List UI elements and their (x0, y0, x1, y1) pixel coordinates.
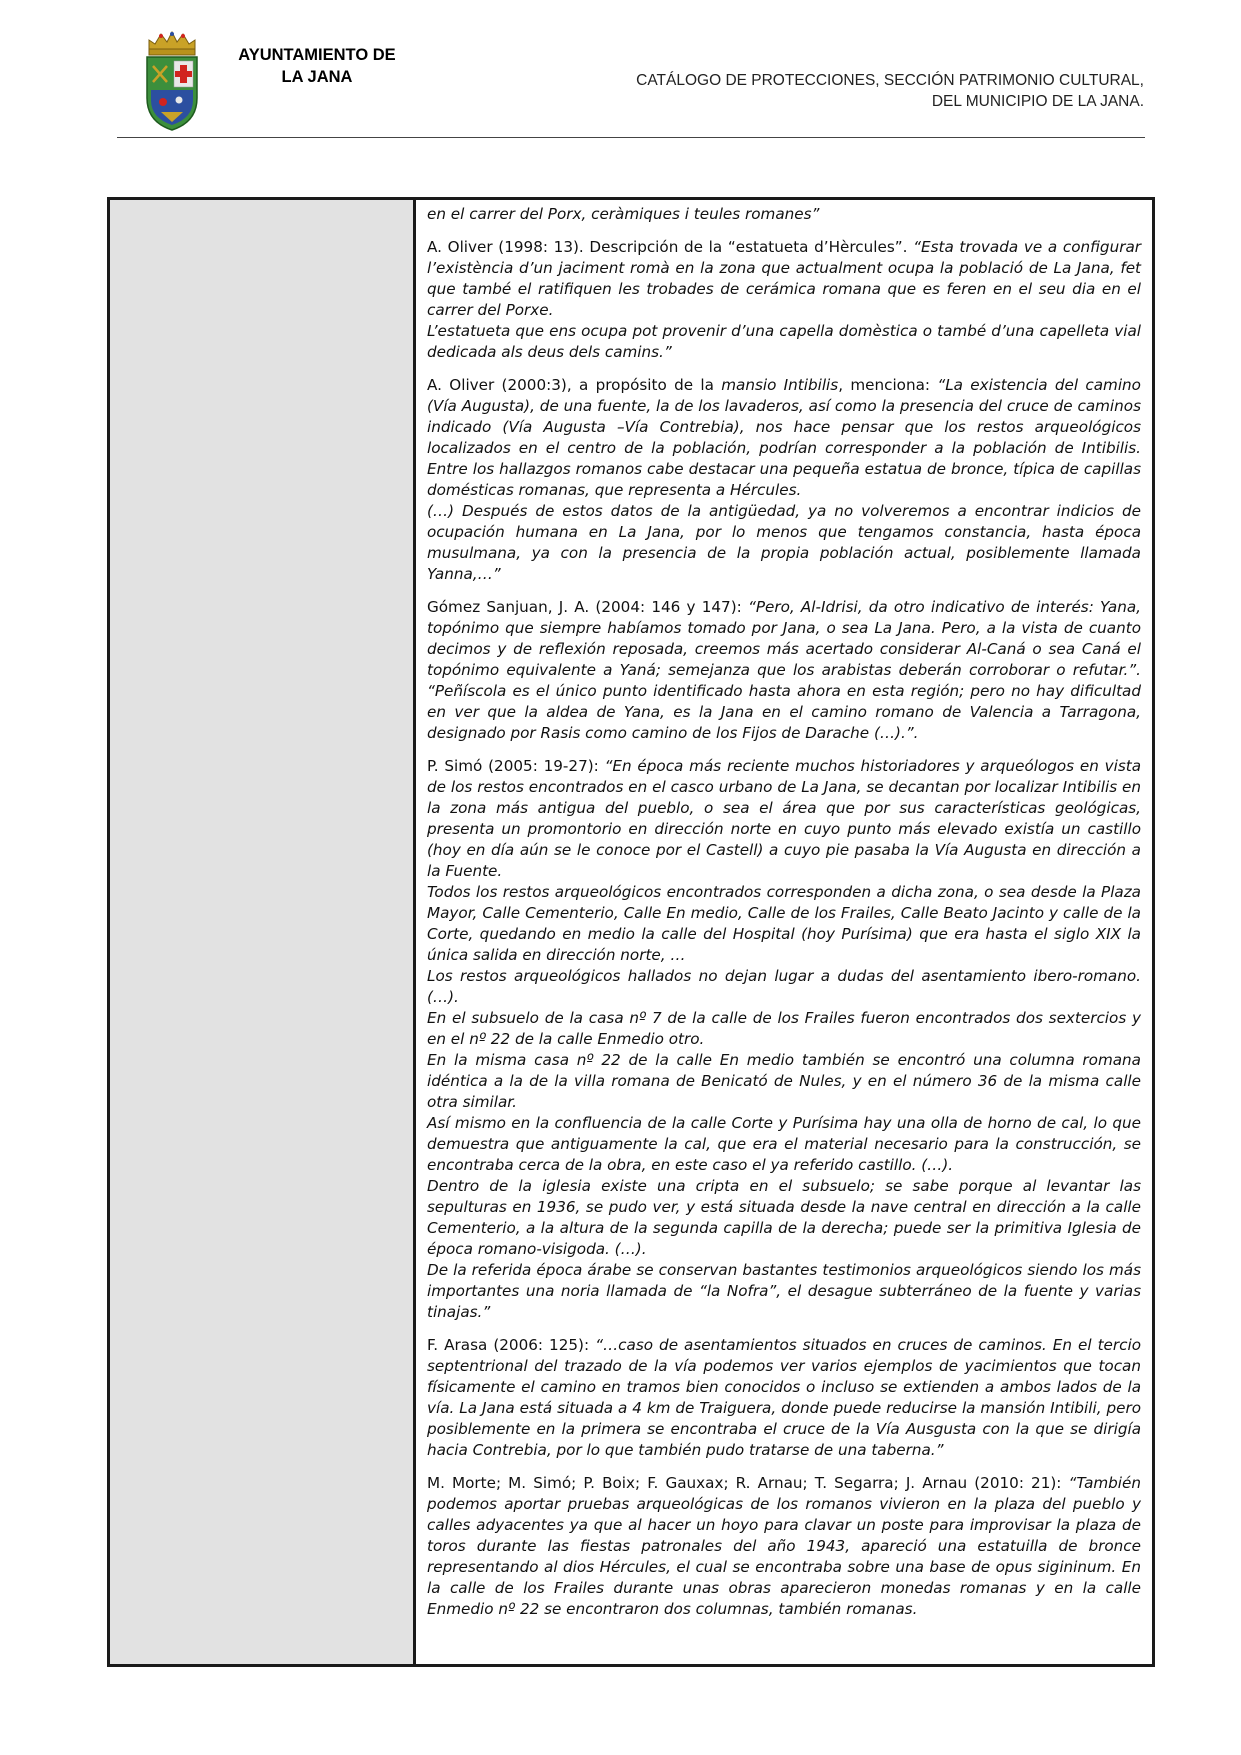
quote-text: Los restos arqueológicos hallados no dejan lugar a dudas del asentamiento ibero-romano. (…). (427, 967, 1141, 1006)
label-column (110, 200, 416, 1664)
quote-text: Todos los restos arqueológicos encontrados corresponden a dicha zona, o sea desde la Plaza Mayor, Calle Cementerio, Calle En medio, Calle de los Frailes, Calle Beato Jacinto y calle de la Corte, quedando en medio la calle del Hospital (hoy Purísima) que era hasta el siglo XIX la única salida en dirección norte, … (427, 883, 1141, 964)
paragraph-oliver-1998 (427, 237, 1141, 363)
quote-text: En la misma casa nº 22 de la calle En medio también se encontró una columna romana idéntica a la de la villa romana de Benicató de Nules, y en el número 36 de la misma calle otra similar. (427, 1051, 1141, 1111)
citation-text: Gómez Sanjuan, J. A. (2004: 146 y 147): (427, 598, 748, 616)
quote-text: “La existencia del camino (Vía Augusta), de una fuente, la de los lavaderos, así como la presencia del cruce de caminos indicado (Vía Augusta –Vía Contrebia), nos hace pensar que los restos arqueológicos localizados en el centro de la población, podrían corresponder a la población de Intibilis. Entre los hallazgos romanos cabe destacar una pequeña estatua de bronce, típica de capillas domésticas romanas, que representa a Hércules. (427, 376, 1141, 499)
paragraph-gomez-2004 (427, 597, 1141, 744)
catalog-title (636, 70, 1144, 112)
quote-text: L’estatueta que ens ocupa pot provenir d’una capella domèstica o també d’una capelleta vial dedicada als deus dels camins.” (427, 322, 1141, 361)
quote-text: “En época más reciente muchos historiadores y arqueólogos en vista de los restos encontrados en el casco urbano de La Jana, se decantan por localizar Intibilis en la zona más antigua del pueblo, o sea el área que por sus características geológicas, presenta un promontorio en dirección norte en cuyo punto más elevado existía un castillo (hoy en día aún se le conoce por el Castell) a cuyo pie pasaba la Vía Augusta en dirección a la Fuente. (427, 757, 1141, 880)
paragraph-arasa-2006 (427, 1335, 1141, 1461)
citation-text: , menciona: (838, 376, 938, 394)
quote-text: “También podemos aportar pruebas arqueológicas de los romanos vivieron en la plaza del pueblo y calles adyacentes ya que al hacer un hoyo para clavar un poste para improvisar la plaza de toros durante las fiestas patronales del año 1943, apareció una estatuilla de bronce representando al dios Hércules, el cual se encontraba sobre una base de opus sigininum. En la calle de los Frailes durante unas obras aparecieron monedas romanas y en la calle Enmedio nº 22 se encontraron dos columnas, también romanas. (427, 1474, 1141, 1618)
citation-text: F. Arasa (2006: 125): (427, 1336, 596, 1354)
paragraph-oliver-2000 (427, 375, 1141, 585)
paragraph-simo-2005 (427, 756, 1141, 1323)
quote-text: “Pero, Al-Idrisi, da otro indicativo de interés: Yana, topónimo que siempre habíamos tomado por Jana, o sea La Jana. Pero, a la vista de cuanto decimos y de reflexión reposada, creemos más acertado considerar Al-Caná o sea Caná el topónimo equivalente a Yaná; semejanza que los arabistas deberán corroborar o refutar.”. “Peñíscola es el único punto identificado hasta ahora en esta región; pero no hay dificultad en ver que la aldea de Yana, es la Jana en el camino romano de Valencia a Tarragona, designado por Rasis como camino de los Fijos de Darache (…).”. (427, 598, 1141, 742)
quote-text: en el carrer del Porx, ceràmiques i teules romanes” (427, 205, 820, 223)
quote-text: (…) Después de estos datos de la antigüedad, ya no volveremos a encontrar indicios de ocupación humana en La Jana, por lo menos que tengamos constancia, hasta época musulmana, ya con la presencia de la propia población actual, posiblemente llamada Yanna,…” (427, 502, 1141, 583)
org-line-2: LA JANA (281, 68, 353, 86)
catalog-line-2: DEL MUNICIPIO DE LA JANA. (931, 93, 1144, 110)
citation-text: A. Oliver (2000:3), a propósito de la (427, 376, 722, 394)
citation-text: P. Simó (2005: 19-27): (427, 757, 605, 775)
citation-text: A. Oliver (1998: 13). Descripción de la “estatueta d’Hèrcules”. (427, 238, 914, 256)
paragraph-0 (427, 204, 1141, 225)
catalog-table (107, 197, 1155, 1667)
citation-text: M. Morte; M. Simó; P. Boix; F. Gauxax; R. Arnau; T. Segarra; J. Arnau (2010: 21): (427, 1474, 1069, 1492)
organization-name (222, 44, 412, 88)
quote-text: Así mismo en la confluencia de la calle Corte y Purísima hay una olla de horno de cal, lo que demuestra que antiguamente la cal, que era el material necesario para la construcción, se encontraba cerca de la obra, en este caso el ya referido castillo. (…). (427, 1114, 1141, 1174)
quote-text: “Esta trovada ve a configurar l’existència d’un jaciment romà en la zona que actualment ocupa la població de La Jana, fet que també el ratifiquen les trobades de cerámica romana que es feren en el seu dia en el carrer del Porxe. (427, 238, 1141, 319)
quote-text: En el subsuelo de la casa nº 7 de la calle de los Frailes fueron encontrados dos sextercios y en el nº 22 de la calle Enmedio otro. (427, 1009, 1141, 1048)
quote-text: Dentro de la iglesia existe una cripta en el subsuelo; se sabe porque al levantar las sepulturas en 1936, se pudo ver, y está situada desde la nave central en dirección a la calle Cementerio, a la altura de la segunda capilla de la derecha; puede ser la primitiva Iglesia de época romano-visigoda. (…). (427, 1177, 1141, 1258)
content-column (416, 200, 1152, 1664)
coat-of-arms-icon (143, 30, 201, 132)
term-text: mansio Intibilis (721, 376, 839, 394)
org-line-1: AYUNTAMIENTO DE (238, 46, 396, 64)
paragraph-morte-2010 (427, 1473, 1141, 1620)
quote-text: De la referida época árabe se conservan bastantes testimonios arqueológicos siendo los más importantes una noria llamada de “la Nofra”, el desague subterráneo de la fuente y varias tinajas.” (427, 1261, 1141, 1321)
catalog-line-1: CATÁLOGO DE PROTECCIONES, SECCIÓN PATRIMONIO CULTURAL, (636, 72, 1144, 89)
header-divider (117, 137, 1145, 138)
quote-text: “…caso de asentamientos situados en cruces de caminos. En el tercio septentrional del trazado de la vía podemos ver varios ejemplos de yacimientos que tocan físicamente el camino en tramos bien conocidos o incluso se extienden a ambos lados de la vía. La Jana está situada a 4 km de Traiguera, donde puede reducirse la mansión Intibili, pero posiblemente en la primera se encontraba el cruce de la Vía Ausgusta con la que se dirigía hacia Contrebia, por lo que también pudo tratarse de una taberna.” (427, 1336, 1141, 1459)
